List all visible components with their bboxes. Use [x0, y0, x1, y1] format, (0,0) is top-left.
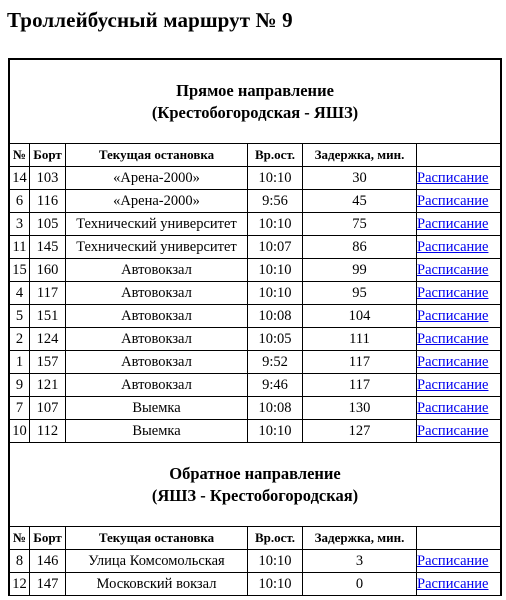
cell-stop: «Арена-2000» — [66, 167, 248, 190]
cell-time: 10:10 — [248, 282, 303, 305]
column-header: Текущая остановка — [66, 144, 248, 167]
column-header: Задержка, мин. — [303, 144, 417, 167]
column-header: № — [10, 144, 30, 167]
column-header-row — [10, 144, 502, 167]
cell-number: 4 — [10, 282, 30, 305]
cell-stop: Выемка — [66, 420, 248, 443]
cell-number: 14 — [10, 167, 30, 190]
cell-number: 15 — [10, 259, 30, 282]
cell-delay: 95 — [303, 282, 417, 305]
column-header: Вр.ост. — [248, 144, 303, 167]
cell-delay: 127 — [303, 420, 417, 443]
table-row — [10, 259, 502, 282]
cell-delay: 130 — [303, 397, 417, 420]
section-direction: Обратное направление — [169, 463, 341, 483]
section-route: (ЯШЗ - Крестобогородская) — [151, 485, 359, 505]
cell-number: 6 — [10, 190, 30, 213]
cell-bort: 124 — [30, 328, 66, 351]
column-header: Текущая остановка — [66, 527, 248, 550]
cell-time: 10:05 — [248, 328, 303, 351]
section-direction: Прямое направление — [176, 80, 334, 100]
cell-bort: 145 — [30, 236, 66, 259]
cell-time: 10:10 — [248, 550, 303, 573]
cell-number: 1 — [10, 351, 30, 374]
cell-stop: Автовокзал — [66, 374, 248, 397]
cell-stop: Автовокзал — [66, 351, 248, 374]
schedule-link[interactable]: Расписание — [417, 190, 502, 213]
cell-stop: «Арена-2000» — [66, 190, 248, 213]
table-row — [10, 236, 502, 259]
cell-delay: 3 — [303, 550, 417, 573]
cell-time: 9:46 — [248, 374, 303, 397]
cell-time: 10:10 — [248, 420, 303, 443]
schedule-link[interactable]: Расписание — [417, 213, 502, 236]
cell-time: 10:10 — [248, 259, 303, 282]
cell-bort: 147 — [30, 573, 66, 596]
page-title: Троллейбусный маршрут № 9 — [7, 8, 293, 32]
cell-delay: 104 — [303, 305, 417, 328]
cell-delay: 117 — [303, 351, 417, 374]
cell-stop: Выемка — [66, 397, 248, 420]
cell-bort: 151 — [30, 305, 66, 328]
cell-bort: 146 — [30, 550, 66, 573]
cell-time: 10:08 — [248, 397, 303, 420]
cell-delay: 75 — [303, 213, 417, 236]
schedule-link[interactable]: Расписание — [417, 167, 502, 190]
cell-bort: 117 — [30, 282, 66, 305]
cell-delay: 117 — [303, 374, 417, 397]
cell-time: 9:52 — [248, 351, 303, 374]
schedule-link[interactable]: Расписание — [417, 328, 502, 351]
schedule-link[interactable]: Расписание — [417, 259, 502, 282]
table-row — [10, 190, 502, 213]
cell-number: 11 — [10, 236, 30, 259]
schedule-link[interactable]: Расписание — [417, 305, 502, 328]
cell-number: 8 — [10, 550, 30, 573]
cell-stop: Автовокзал — [66, 328, 248, 351]
column-header: № — [10, 527, 30, 550]
table-row — [10, 550, 502, 573]
table-row — [10, 420, 502, 443]
schedule-link[interactable]: Расписание — [417, 374, 502, 397]
route-table — [8, 58, 502, 596]
table-row — [10, 305, 502, 328]
cell-delay: 30 — [303, 167, 417, 190]
cell-time: 9:56 — [248, 190, 303, 213]
cell-delay: 0 — [303, 573, 417, 596]
schedule-link[interactable]: Расписание — [417, 420, 502, 443]
schedule-link[interactable]: Расписание — [417, 282, 502, 305]
table-row — [10, 351, 502, 374]
cell-number: 12 — [10, 573, 30, 596]
column-header-row — [10, 527, 502, 550]
column-header: Борт — [30, 527, 66, 550]
table-row — [10, 167, 502, 190]
cell-bort: 121 — [30, 374, 66, 397]
cell-time: 10:07 — [248, 236, 303, 259]
cell-number: 9 — [10, 374, 30, 397]
section-heading — [10, 60, 502, 144]
column-header: Вр.ост. — [248, 527, 303, 550]
section-heading — [10, 443, 502, 527]
cell-stop: Московский вокзал — [66, 573, 248, 596]
table-row — [10, 282, 502, 305]
cell-stop: Автовокзал — [66, 259, 248, 282]
cell-stop: Автовокзал — [66, 305, 248, 328]
table-row — [10, 374, 502, 397]
section-heading-row — [10, 443, 502, 527]
cell-time: 10:08 — [248, 305, 303, 328]
schedule-link[interactable]: Расписание — [417, 236, 502, 259]
schedule-link[interactable]: Расписание — [417, 397, 502, 420]
cell-bort: 160 — [30, 259, 66, 282]
cell-number: 3 — [10, 213, 30, 236]
cell-bort: 112 — [30, 420, 66, 443]
schedule-link[interactable]: Расписание — [417, 351, 502, 374]
schedule-link[interactable]: Расписание — [417, 573, 502, 596]
cell-bort: 103 — [30, 167, 66, 190]
cell-bort: 105 — [30, 213, 66, 236]
column-header: Задержка, мин. — [303, 527, 417, 550]
cell-bort: 157 — [30, 351, 66, 374]
table-row — [10, 328, 502, 351]
cell-bort: 116 — [30, 190, 66, 213]
cell-delay: 111 — [303, 328, 417, 351]
cell-number: 10 — [10, 420, 30, 443]
cell-bort: 107 — [30, 397, 66, 420]
cell-delay: 86 — [303, 236, 417, 259]
cell-time: 10:10 — [248, 167, 303, 190]
cell-delay: 99 — [303, 259, 417, 282]
cell-stop: Технический университет — [66, 236, 248, 259]
table-row — [10, 397, 502, 420]
cell-number: 2 — [10, 328, 30, 351]
cell-stop: Автовокзал — [66, 282, 248, 305]
column-header: Борт — [30, 144, 66, 167]
schedule-link[interactable]: Расписание — [417, 550, 502, 573]
cell-stop: Технический университет — [66, 213, 248, 236]
cell-delay: 45 — [303, 190, 417, 213]
table-row — [10, 213, 502, 236]
section-route: (Крестобогородская - ЯШЗ) — [151, 102, 359, 122]
cell-number: 5 — [10, 305, 30, 328]
cell-time: 10:10 — [248, 573, 303, 596]
cell-stop: Улица Комсомольская — [66, 550, 248, 573]
cell-number: 7 — [10, 397, 30, 420]
cell-time: 10:10 — [248, 213, 303, 236]
section-heading-row — [10, 60, 502, 144]
column-header — [417, 144, 502, 167]
table-row — [10, 573, 502, 596]
column-header — [417, 527, 502, 550]
